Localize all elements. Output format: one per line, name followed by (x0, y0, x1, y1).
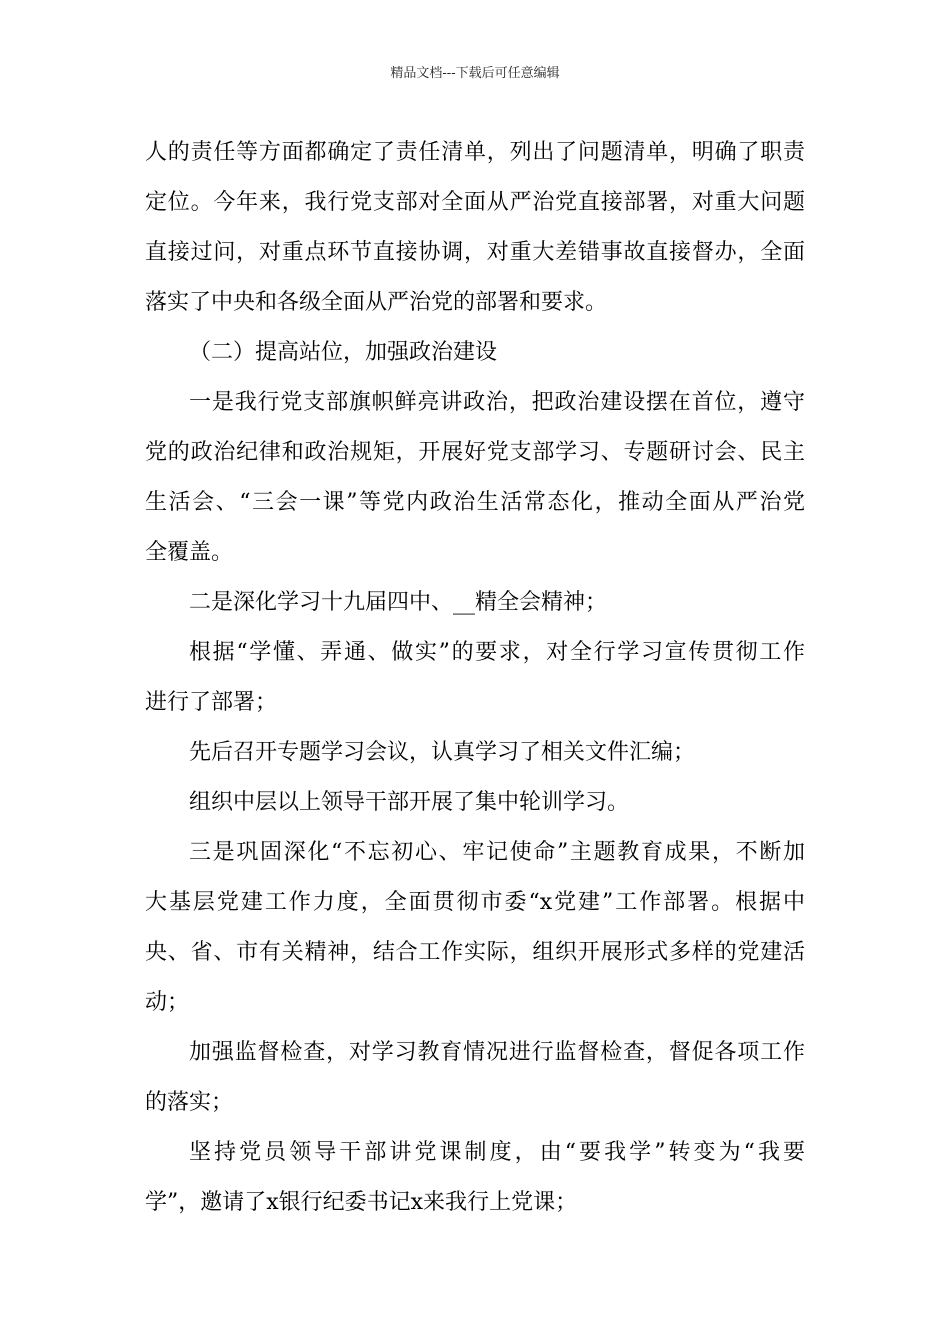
text-line: 直接过问，对重点环节直接协调，对重大差错事故直接督办，全面 (145, 240, 805, 265)
text-line: 生活会、“三会一课”等党内政治生活常态化，推动全面从严治党 (145, 490, 805, 515)
text-line: 坚持党员领导干部讲党课制度，由“要我学”转变为“我要 (189, 1140, 805, 1165)
text-line: 央、省、市有关精神，结合工作实际，组织开展形式多样的党建活 (145, 940, 805, 965)
text-line: 三是巩固深化“不忘初心、牢记使命”主题教育成果，不断加 (189, 840, 805, 865)
text-line: 一是我行党支部旗帜鲜亮讲政治，把政治建设摆在首位，遵守 (189, 390, 805, 415)
text-line: 根据“学懂、弄通、做实”的要求，对全行学习宣传贯彻工作 (189, 640, 805, 665)
text-line: 动； (145, 990, 190, 1015)
text-line: 大基层党建工作力度，全面贯彻市委“x党建”工作部署。根据中 (145, 890, 805, 915)
text-line: 二是深化学习十九届四中、__精全会精神； (189, 590, 608, 615)
text-line: 学”，邀请了x银行纪委书记x来我行上党课； (145, 1190, 578, 1215)
page-header: 精品文档---下载后可任意编辑 (390, 66, 560, 81)
text-line: 落实了中央和各级全面从严治党的部署和要求。 (145, 290, 608, 315)
document-body (145, 128, 805, 1228)
text-line: 加强监督检查，对学习教育情况进行监督检查，督促各项工作 (189, 1040, 805, 1065)
text-line: 进行了部署； (145, 690, 278, 715)
text-line: 先后召开专题学习会议，认真学习了相关文件汇编； (189, 740, 696, 765)
text-line: （二）提高站位，加强政治建设 (189, 340, 498, 365)
text-line: 组织中层以上领导干部开展了集中轮训学习。 (189, 790, 630, 815)
text-line: 定位。今年来，我行党支部对全面从严治党直接部署，对重大问题 (145, 190, 805, 215)
text-line: 的落实； (145, 1090, 234, 1115)
text-line: 全覆盖。 (145, 540, 234, 565)
text-line: 人的责任等方面都确定了责任清单，列出了问题清单，明确了职责 (145, 140, 805, 165)
text-line: 党的政治纪律和政治规矩，开展好党支部学习、专题研讨会、民主 (145, 440, 805, 465)
